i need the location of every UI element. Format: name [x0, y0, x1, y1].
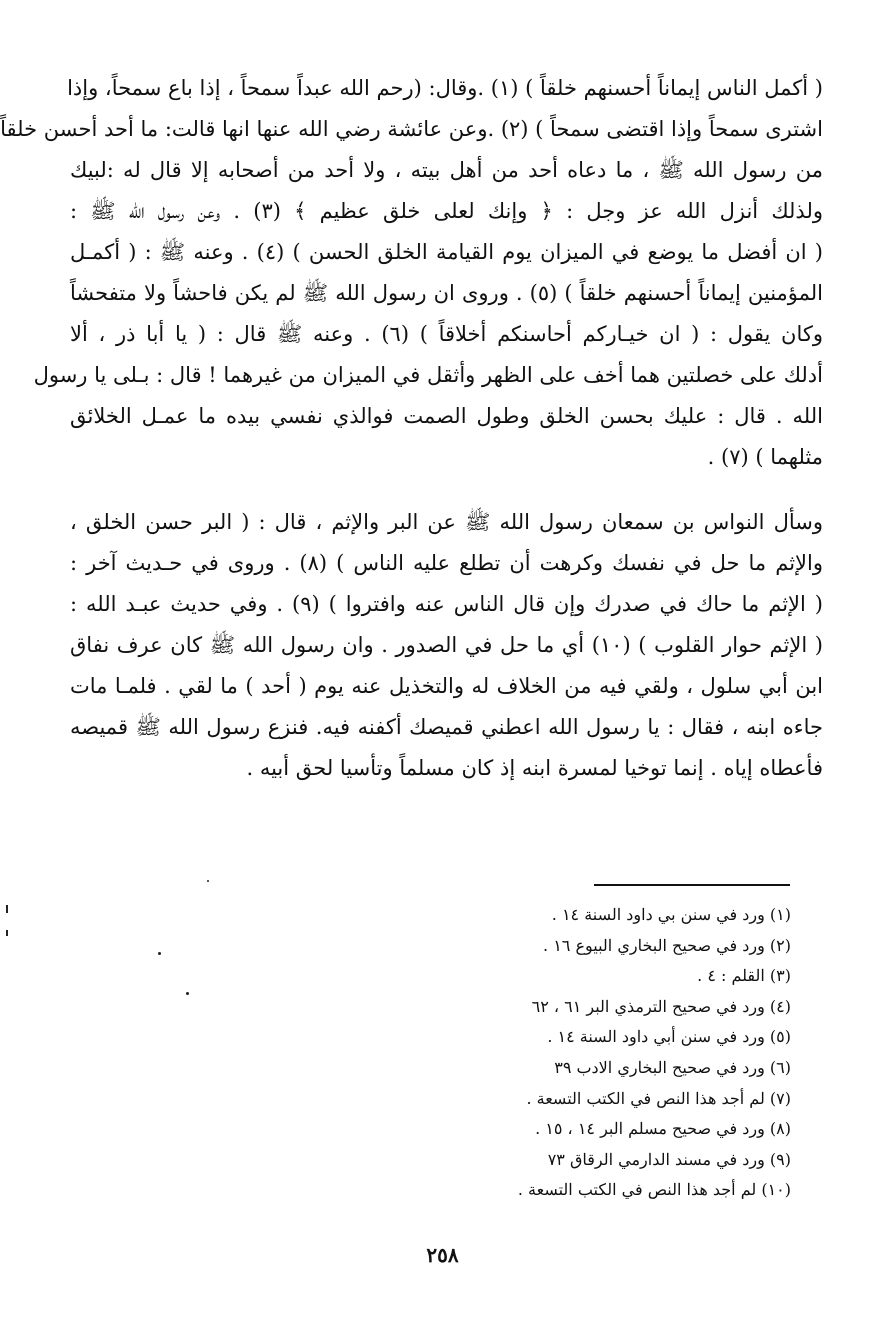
text-line: ( الإثم ما حاك في صدرك وإن قال الناس عنه وافتروا ) (٩) . وفي حديث عبـد الله :: [70, 592, 823, 616]
text-line: وكان يقول : ( ان خيـاركم أحاسنكم أخلاقاً ) (٦) . وعنه ﷺ قال : ( يا أبا ذر ، ألا: [70, 322, 824, 346]
footnote-item: (٦) ورد في صحيح البخاري الادب ٣٩: [554, 1057, 791, 1077]
paragraph-gap: [70, 478, 823, 502]
footnote-item: (١) ورد في سنن بي داود السنة ١٤ .: [551, 905, 791, 924]
paragraph-2: [70, 502, 823, 789]
footnote-item: (٨) ورد في صحيح مسلم البر ١٤ ، ١٥ .: [535, 1119, 791, 1139]
footnote-item: (٥) ورد في سنن أبي داود السنة ١٤ .: [547, 1027, 791, 1047]
footnotes: [371, 900, 791, 1206]
text-line: ( أكمل الناس إيماناً أحسنهم خلقاً ) (١) .وقال: (رحم الله عبداً سمحاً ، إذا باع سمحاً، وإذا: [67, 76, 823, 100]
footnote-item: (٧) لم أجد هذا النص في الكتب التسعة .: [526, 1088, 791, 1108]
text-line: والإثم ما حل في نفسك وكرهت أن تطلع عليه الناس ) (٨) . وروى في حـديث آخر :: [70, 551, 823, 575]
page-number: ٢٥٨: [426, 1243, 459, 1267]
scan-speck: [6, 930, 8, 936]
text-line: المؤمنين إيماناً أحسنهم خلقاً ) (٥) . وروى ان رسول الله ﷺ لم يكن فاحشاً ولا متفحشاً: [70, 281, 823, 305]
text-line: جاءه ابنه ، فقال : يا رسول الله اعطني قميصك أكفنه فيه. فنزع رسول الله ﷺ قميصه: [70, 715, 823, 739]
text-line: مثلهما ) (٧) .: [707, 445, 823, 469]
footnote-item: (٩) ورد في مسند الدارمي الرقاق ٧٣: [547, 1149, 791, 1169]
text-line: ( ان أفضل ما يوضع في الميزان يوم القيامة الخلق الحسن ) (٤) . وعنه ﷺ : ( أكمـل: [70, 240, 823, 264]
text-line: ( الإثم حوار القلوب ) (١٠) أي ما حل في الصدور . وان رسول الله ﷺ كان عرف نفاق: [70, 633, 823, 657]
text-line: اشترى سمحاً وإذا اقتضى سمحاً ) (٢) .وعن عائشة رضي الله عنها انها قالت: ما أحد أحسن خلقاً: [0, 117, 823, 141]
footnote-item: (١٠) لم أجد هذا النص في الكتب التسعة .: [517, 1180, 791, 1200]
scan-speck: [186, 992, 189, 995]
text-line: من رسول الله ﷺ ، ما دعاه أحد من أهل بيته ، ولا أحد من أصحابه إلا قال له :لبيك: [70, 158, 823, 182]
footnote-item: (٤) ورد في صحيح الترمذي البر ٦١ ، ٦٢: [531, 996, 791, 1016]
text-line: فأعطاه إياه . إنما توخيا لمسرة ابنه إذ كان مسلماً وتأسيا لحق أبيه .: [246, 756, 823, 780]
text-line: ولذلك أنزل الله عز وجل : ﴿ وإنك لعلى خلق عظيم ﴾ (٣) . وعن رسول الله ﷺ :: [70, 199, 823, 223]
paragraph-1: [0, 68, 824, 478]
text-line: أدلك على خصلتين هما أخف على الظهر وأثقل في الميزان من غيرهما ! قال : بـلى يا رسول: [33, 363, 823, 387]
scan-speck: [158, 952, 161, 955]
text-line: الله . قال : عليك بحسن الخلق وطول الصمت فوالذي نفسي بيده ما عمـل الخلائق: [70, 404, 823, 428]
footnote-item: (٣) القلم : ٤ .: [697, 966, 791, 986]
footnote-item: (٢) ورد في صحيح البخاري البيوع ١٦ .: [543, 935, 791, 955]
footnote-divider: [594, 884, 790, 886]
scan-speck: [207, 880, 209, 882]
scan-speck: [6, 905, 8, 913]
text-line: وسأل النواس بن سمعان رسول الله ﷺ عن البر والإثم ، قال : ( البر حسن الخلق ،: [70, 510, 823, 534]
main-text: [0, 68, 824, 789]
text-line: ابن أبي سلول ، ولقي فيه من الخلاف له والتخذيل عنه يوم ( أحد ) ما لقي . فلمـا مات: [70, 674, 823, 698]
